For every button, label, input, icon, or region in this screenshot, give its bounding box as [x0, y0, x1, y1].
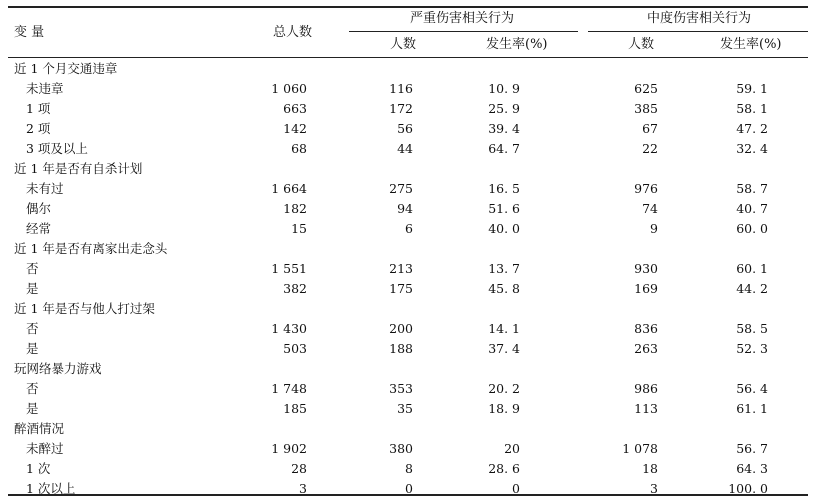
moderate-count-cell: 74: [642, 201, 658, 216]
moderate-count-cell: 22: [642, 141, 658, 156]
total-cell: 1 060: [271, 81, 307, 96]
header-moderate-count: 人数: [628, 37, 655, 52]
severe-count-cell: 94: [397, 201, 413, 216]
header-rule: [8, 57, 808, 58]
moderate-count-cell: 3: [650, 481, 658, 496]
severe-rate-cell: 37. 4: [488, 341, 520, 356]
severe-rate-cell: 10. 9: [488, 81, 520, 96]
severe-count-cell: 172: [389, 101, 413, 116]
header-variable: 变 量: [14, 25, 45, 40]
severe-count-cell: 6: [405, 221, 413, 236]
moderate-rate-cell: 40. 7: [736, 201, 768, 216]
moderate-rate-cell: 61. 1: [736, 401, 768, 416]
severe-count-cell: 116: [389, 81, 413, 96]
moderate-count-cell: 385: [634, 101, 658, 116]
row-label: 否: [26, 381, 39, 396]
severe-rate-cell: 28. 6: [488, 461, 520, 476]
row-label: 是: [26, 401, 39, 416]
moderate-rate-cell: 58. 7: [736, 181, 768, 196]
severe-count-cell: 56: [397, 121, 413, 136]
severe-count-cell: 213: [389, 261, 413, 276]
severe-rate-cell: 13. 7: [488, 261, 520, 276]
moderate-count-cell: 9: [650, 221, 658, 236]
moderate-rate-cell: 44. 2: [736, 281, 768, 296]
row-label: 否: [26, 321, 39, 336]
moderate-rate-cell: 60. 1: [736, 261, 768, 276]
severe-count-cell: 175: [389, 281, 413, 296]
severe-count-cell: 8: [405, 461, 413, 476]
severe-rate-cell: 64. 7: [488, 141, 520, 156]
header-severe-count: 人数: [390, 37, 417, 52]
severe-count-cell: 380: [389, 441, 413, 456]
severe-rate-cell: 25. 9: [488, 101, 520, 116]
total-cell: 382: [283, 281, 307, 296]
severe-rate-cell: 20: [504, 441, 520, 456]
severe-count-cell: 0: [405, 481, 413, 496]
moderate-rate-cell: 52. 3: [736, 341, 768, 356]
row-label: 2 项: [26, 121, 51, 136]
group-rule-severe: [349, 31, 578, 32]
moderate-count-cell: 18: [642, 461, 658, 476]
section-title: 玩网络暴力游戏: [14, 361, 102, 376]
row-label: 否: [26, 261, 39, 276]
header-severe-rate: 发生率(%): [486, 37, 548, 52]
row-label: 未违章: [26, 81, 64, 96]
severe-rate-cell: 39. 4: [488, 121, 520, 136]
section-title: 近 1 个月交通违章: [14, 61, 118, 76]
total-cell: 185: [283, 401, 307, 416]
row-label: 1 次: [26, 461, 51, 476]
moderate-rate-cell: 100. 0: [728, 481, 768, 496]
header-moderate-rate: 发生率(%): [720, 37, 782, 52]
severe-rate-cell: 51. 6: [488, 201, 520, 216]
severe-rate-cell: 45. 8: [488, 281, 520, 296]
row-label: 未醉过: [26, 441, 64, 456]
severe-count-cell: 353: [389, 381, 413, 396]
severe-count-cell: 200: [389, 321, 413, 336]
header-total: 总人数: [273, 25, 313, 40]
severe-rate-cell: 18. 9: [488, 401, 520, 416]
severe-count-cell: 44: [397, 141, 413, 156]
total-cell: 1 430: [271, 321, 307, 336]
moderate-count-cell: 263: [634, 341, 658, 356]
moderate-rate-cell: 32. 4: [736, 141, 768, 156]
severe-rate-cell: 14. 1: [488, 321, 520, 336]
severe-count-cell: 188: [389, 341, 413, 356]
moderate-rate-cell: 64. 3: [736, 461, 768, 476]
moderate-rate-cell: 58. 5: [736, 321, 768, 336]
row-label: 3 项及以上: [26, 141, 88, 156]
moderate-count-cell: 986: [634, 381, 658, 396]
section-title: 近 1 年是否有离家出走念头: [14, 241, 168, 256]
total-cell: 15: [291, 221, 307, 236]
total-cell: 68: [291, 141, 307, 156]
severe-rate-cell: 0: [512, 481, 520, 496]
total-cell: 503: [283, 341, 307, 356]
severe-rate-cell: 40. 0: [488, 221, 520, 236]
section-title: 近 1 年是否有自杀计划: [14, 161, 143, 176]
row-label: 是: [26, 281, 39, 296]
total-cell: 663: [283, 101, 307, 116]
total-cell: 1 551: [271, 261, 307, 276]
row-label: 未有过: [26, 181, 64, 196]
moderate-rate-cell: 59. 1: [736, 81, 768, 96]
total-cell: 28: [291, 461, 307, 476]
total-cell: 1 664: [271, 181, 307, 196]
row-label: 是: [26, 341, 39, 356]
section-title: 醉酒情况: [14, 421, 65, 436]
severe-rate-cell: 20. 2: [488, 381, 520, 396]
severe-count-cell: 35: [397, 401, 413, 416]
severe-rate-cell: 16. 5: [488, 181, 520, 196]
row-label: 1 次以上: [26, 481, 76, 496]
moderate-rate-cell: 56. 7: [736, 441, 768, 456]
severe-count-cell: 275: [389, 181, 413, 196]
moderate-rate-cell: 47. 2: [736, 121, 768, 136]
moderate-rate-cell: 56. 4: [736, 381, 768, 396]
total-cell: 1 748: [271, 381, 307, 396]
header-severe-group: 严重伤害相关行为: [410, 11, 515, 26]
row-label: 1 项: [26, 101, 51, 116]
top-rule: [8, 6, 808, 8]
group-rule-moderate: [588, 31, 808, 32]
moderate-rate-cell: 60. 0: [736, 221, 768, 236]
row-label: 偶尔: [26, 201, 52, 216]
moderate-count-cell: 169: [634, 281, 658, 296]
total-cell: 142: [283, 121, 307, 136]
total-cell: 3: [299, 481, 307, 496]
row-label: 经常: [26, 221, 52, 236]
moderate-count-cell: 625: [634, 81, 658, 96]
header-moderate-group: 中度伤害相关行为: [647, 11, 752, 26]
section-title: 近 1 年是否与他人打过架: [14, 301, 155, 316]
moderate-count-cell: 1 078: [622, 441, 658, 456]
moderate-count-cell: 930: [634, 261, 658, 276]
moderate-count-cell: 67: [642, 121, 658, 136]
moderate-count-cell: 976: [634, 181, 658, 196]
moderate-count-cell: 113: [634, 401, 658, 416]
moderate-count-cell: 836: [634, 321, 658, 336]
total-cell: 182: [283, 201, 307, 216]
moderate-rate-cell: 58. 1: [736, 101, 768, 116]
total-cell: 1 902: [271, 441, 307, 456]
